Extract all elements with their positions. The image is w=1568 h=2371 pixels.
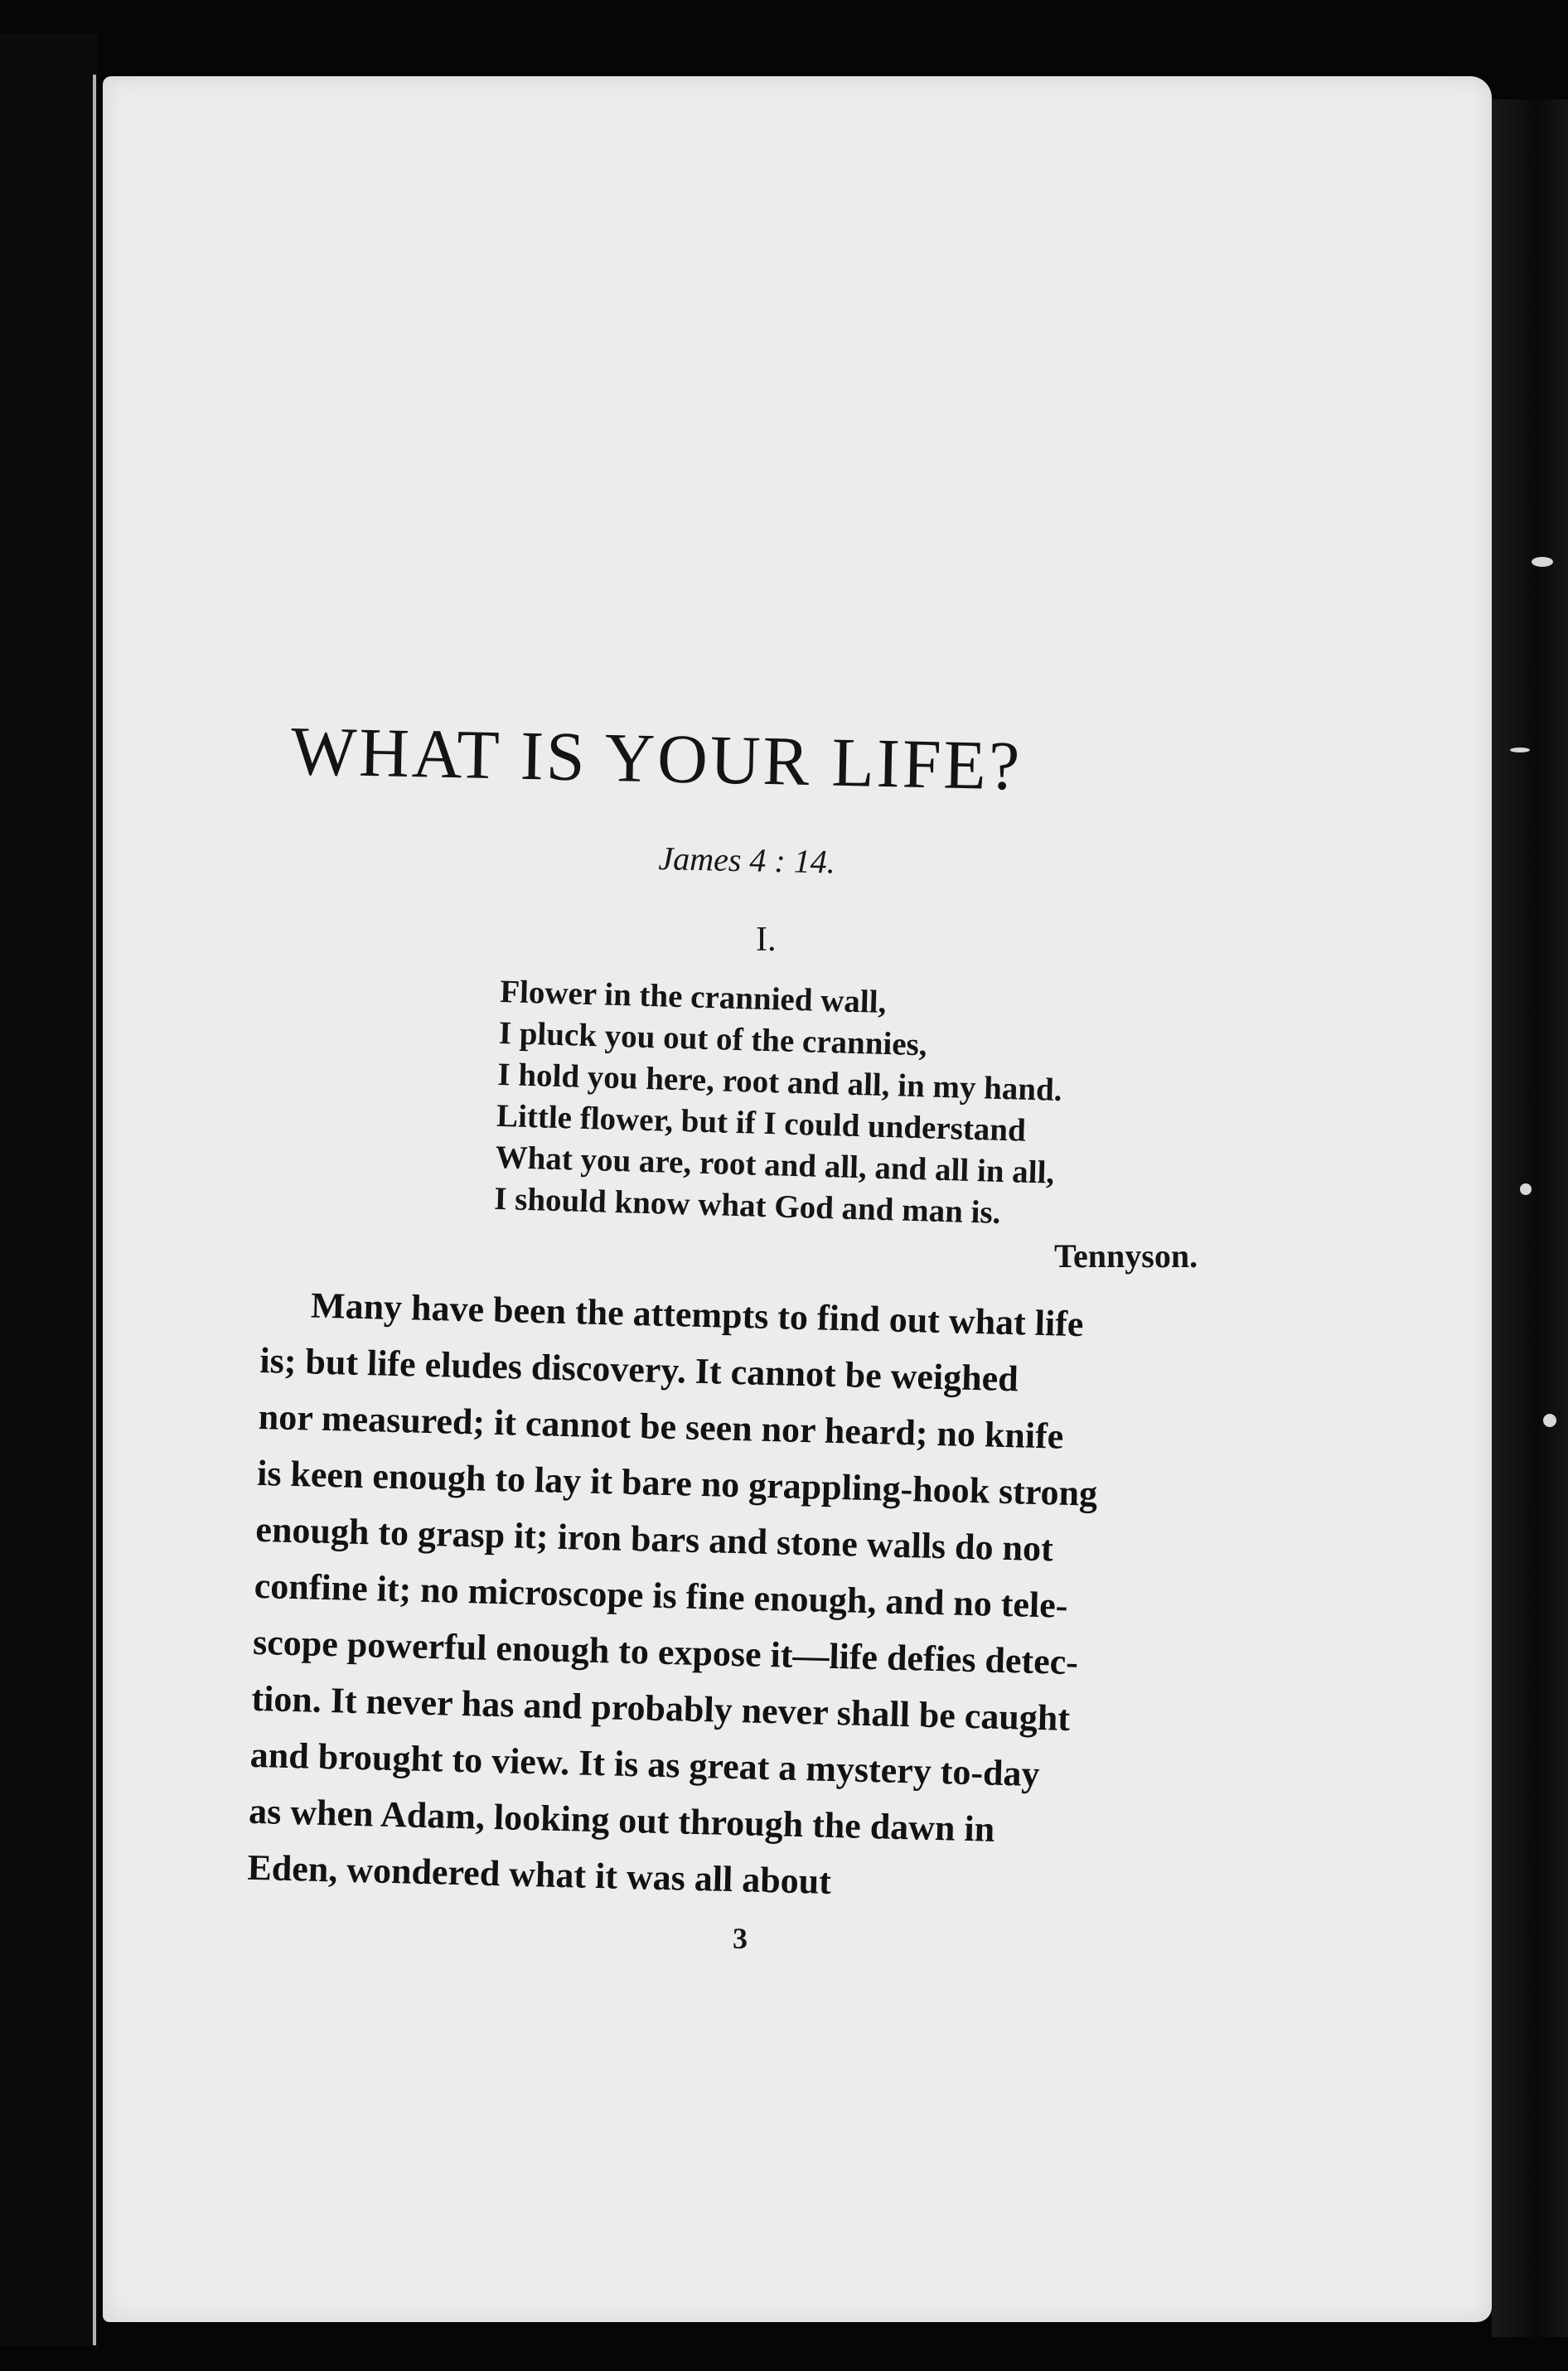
section-number: I. (756, 921, 777, 959)
scripture-reference: James 4 : 14. (658, 839, 836, 881)
body-line: Eden, wondered what it was all about (246, 1846, 832, 1902)
poem-line: I hold you here, root and all, in my hand. (496, 1056, 1063, 1108)
body-line: tion. It never has and probably never shall be caught (250, 1677, 1071, 1739)
poem-line: What you are, root and all, and all in all, (495, 1139, 1055, 1191)
scan-speck (1532, 557, 1553, 567)
page-gutter-line (93, 75, 96, 2345)
poem-epigraph (494, 971, 1065, 1236)
body-line: confine it; no microscope is fine enough, and no tele- (254, 1565, 1069, 1626)
chapter-title: WHAT IS YOUR LIFE? (290, 712, 1024, 806)
body-line: Many have been the attempts to find out what life (310, 1285, 1084, 1345)
scan-speck (1510, 748, 1530, 752)
page-number: 3 (733, 1922, 748, 1955)
body-line: and brought to view. It is as great a mystery to-day (249, 1734, 1041, 1795)
poem-line: Little flower, but if I could understand (496, 1097, 1027, 1149)
body-line: scope powerful enough to expose it—life defies detec- (252, 1621, 1079, 1683)
body-paragraph (247, 1276, 1102, 1917)
poem-line: I should know what God and man is. (493, 1180, 1001, 1231)
poem-line: Flower in the crannied wall, (499, 973, 887, 1020)
body-line: is; but life eludes discovery. It cannot be weighed (259, 1339, 1019, 1400)
poem-line: I pluck you out of the crannies, (498, 1014, 928, 1063)
body-line: is keen enough to lay it bare no grappling-hook strong (256, 1452, 1098, 1514)
book-cover-edge (1492, 99, 1568, 2337)
scan-speck (1543, 1414, 1556, 1427)
scan-speck (1520, 1183, 1532, 1195)
body-line: enough to grasp it; iron bars and stone walls do not (254, 1508, 1054, 1570)
body-line: nor measured; it cannot be seen nor heard; no knife (258, 1396, 1064, 1457)
facing-page-edge (0, 33, 98, 2345)
poem-attribution: Tennyson. (1054, 1237, 1198, 1275)
body-line: as when Adam, looking out through the dawn in (248, 1790, 995, 1850)
